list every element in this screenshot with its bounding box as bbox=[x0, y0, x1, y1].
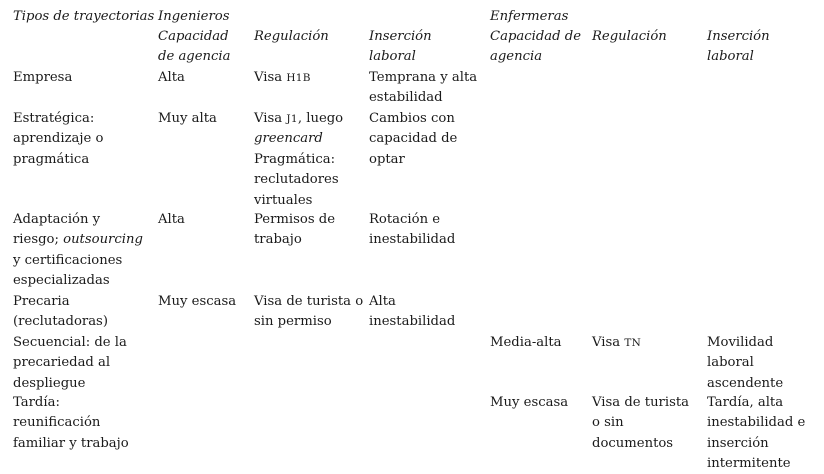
row-precaria-regulacion: Visa de turista o sin permiso bbox=[254, 294, 364, 330]
visa-italic: greencard bbox=[254, 131, 323, 147]
row-tardia-regulacion: Visa de turista o sin documentos bbox=[592, 395, 690, 451]
row-adaptacion-regulacion: Permisos de trabajo bbox=[254, 212, 336, 248]
header-regulacion-enfermeras: Regulación bbox=[592, 29, 667, 44]
row-estrategica-regulacion bbox=[254, 109, 364, 150]
visa-code: H1B bbox=[286, 72, 311, 84]
tipo-italic: outsourcing bbox=[63, 232, 143, 248]
row-tardia-insercion: Tardía, alta inestabilidad e inserción intermitente bbox=[707, 395, 806, 471]
visa-prefix: Visa bbox=[254, 111, 287, 126]
row-secuencial-regulacion bbox=[592, 333, 697, 353]
tipo-text-b: y certificaciones especializadas bbox=[13, 252, 123, 288]
row-empresa-regulacion bbox=[254, 68, 364, 88]
visa-suffix: , luego bbox=[297, 111, 344, 126]
row-adaptacion-capacidad: Alta bbox=[158, 212, 185, 227]
row-secuencial-insercion: Movilidad laboral ascendente bbox=[707, 335, 784, 391]
row-estrategica-insercion: Cambios con capacidad de optar bbox=[369, 111, 458, 167]
visa-prefix: Visa bbox=[592, 335, 625, 350]
header-insercion-enfermeras: Inserción laboral bbox=[707, 29, 770, 65]
visa-prefix: Visa bbox=[254, 70, 287, 85]
header-regulacion-ingenieros: Regulación bbox=[254, 29, 329, 44]
row-estrategica-regulacion-extra: Pragmática: reclutadores virtuales bbox=[254, 152, 339, 208]
visa-code: TN bbox=[624, 337, 642, 349]
row-secuencial-capacidad: Media-alta bbox=[490, 335, 562, 350]
row-tardia-tipo: Tardía: reunificación familiar y trabajo bbox=[13, 395, 129, 451]
header-tipos: Tipos de trayectorias bbox=[13, 9, 155, 24]
row-adaptacion-tipo bbox=[13, 210, 148, 291]
row-empresa-tipo: Empresa bbox=[13, 70, 73, 85]
row-empresa-insercion: Temprana y alta estabilidad bbox=[369, 70, 478, 106]
row-precaria-tipo: Precaria (reclutadoras) bbox=[13, 294, 108, 330]
row-secuencial-tipo: Secuencial: de la precariedad al despliegue bbox=[13, 335, 127, 391]
row-estrategica-capacidad: Muy alta bbox=[158, 111, 217, 126]
header-insercion-ingenieros: Inserción laboral bbox=[369, 29, 432, 65]
header-capacidad-ingenieros: Capacidad de agencia bbox=[158, 29, 231, 65]
tipo-text-a: Adaptación y riesgo; bbox=[13, 212, 101, 248]
header-ingenieros: Ingenieros bbox=[158, 9, 230, 24]
row-estrategica-tipo: Estratégica: aprendizaje o pragmática bbox=[13, 111, 104, 167]
row-tardia-capacidad: Muy escasa bbox=[490, 395, 569, 410]
header-capacidad-enfermeras: Capacidad de agencia bbox=[490, 29, 582, 65]
row-empresa-capacidad: Alta bbox=[158, 70, 185, 85]
row-precaria-insercion: Alta inestabilidad bbox=[369, 294, 456, 330]
header-enfermeras: Enfermeras bbox=[490, 9, 569, 24]
row-adaptacion-insercion: Rotación e inestabilidad bbox=[369, 212, 456, 248]
row-precaria-capacidad: Muy escasa bbox=[158, 294, 237, 309]
visa-code: J1 bbox=[286, 113, 298, 125]
